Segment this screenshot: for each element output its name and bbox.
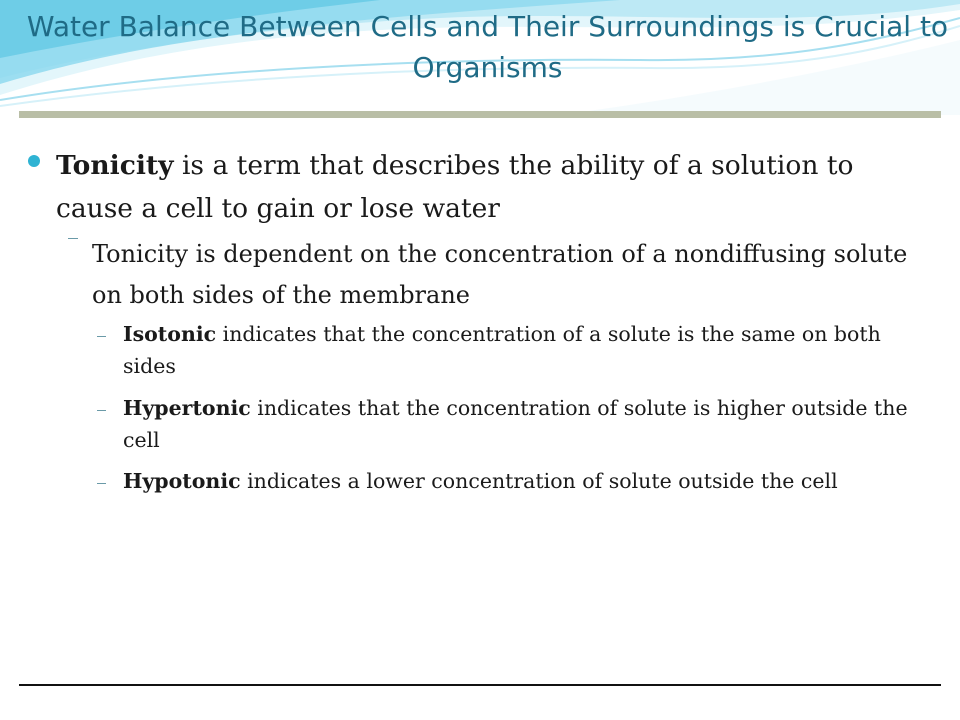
main-bullet-text: is a term that describes the ability of a solution to cause a cell to gain or lose water bbox=[56, 150, 854, 224]
main-bullet-term: Tonicity bbox=[56, 150, 174, 181]
sub-sub-bullet-isotonic bbox=[123, 318, 923, 382]
slide-title: Water Balance Between Cells and Their Surroundings is Crucial to Organisms bbox=[26, 10, 949, 84]
definition-isotonic: indicates that the concentration of a solute is the same on both sides bbox=[123, 322, 881, 378]
dash-bullet-icon bbox=[97, 483, 106, 484]
dash-bullet-icon bbox=[97, 410, 106, 411]
sub-bullet: Tonicity is dependent on the concentration of a nondiffusing solute on both sides of the membrane bbox=[92, 240, 908, 309]
main-bullet bbox=[56, 144, 926, 230]
definition-hypertonic: indicates that the concentration of solute is higher outside the cell bbox=[123, 396, 908, 452]
definition-hypotonic: indicates a lower concentration of solute outside the cell bbox=[240, 469, 838, 493]
term-hypertonic: Hypertonic bbox=[123, 396, 251, 420]
sub-sub-bullet-hypertonic bbox=[123, 392, 923, 456]
footer-rule bbox=[19, 684, 941, 686]
dash-bullet-icon bbox=[97, 336, 106, 337]
term-isotonic: Isotonic bbox=[123, 322, 217, 346]
dash-bullet-icon bbox=[68, 238, 78, 239]
bullet-dot-icon bbox=[28, 155, 40, 167]
term-hypotonic: Hypotonic bbox=[123, 469, 241, 493]
sub-sub-bullet-hypotonic bbox=[123, 465, 923, 497]
